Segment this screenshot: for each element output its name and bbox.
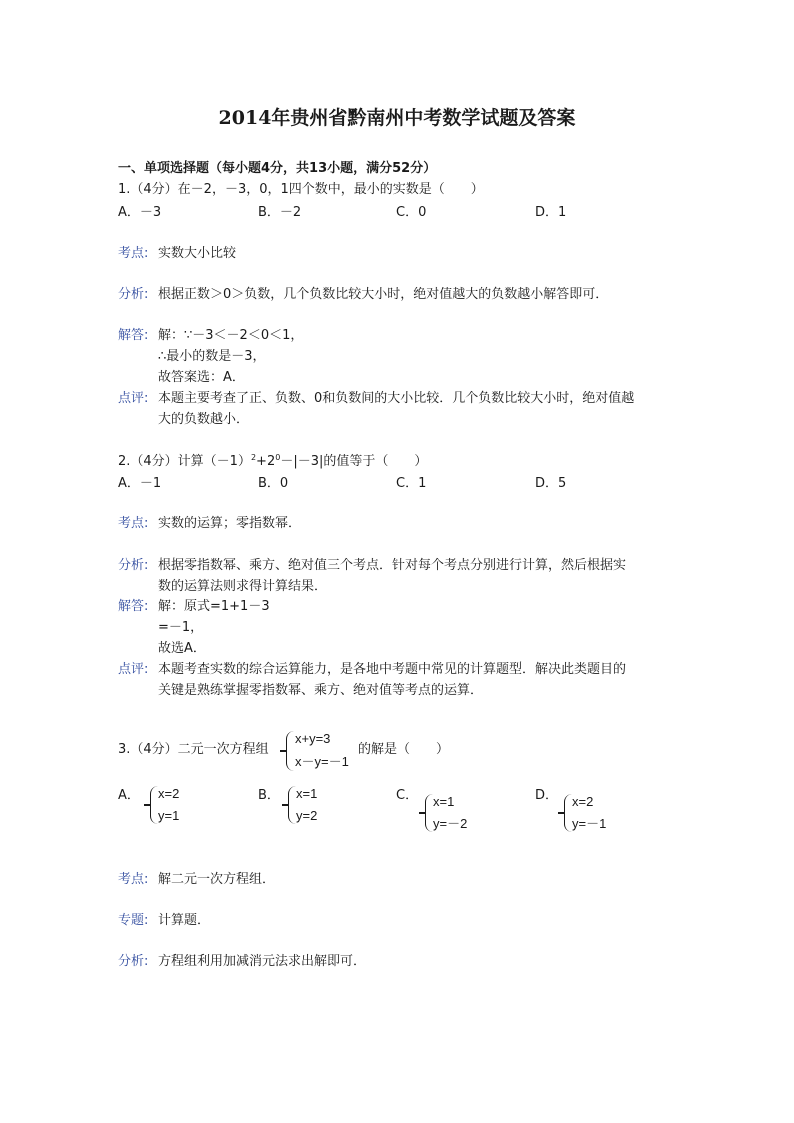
q2-option-a: A．－1: [118, 476, 162, 491]
q1-jieda-line: 解：∵－3＜－2＜0＜1，: [158, 328, 304, 343]
q1-option-d: D．1: [535, 205, 567, 220]
q3-option-c-letter: C．: [396, 788, 419, 803]
q2-jieda-line: 解：原式=1+1－3: [158, 599, 270, 614]
q1-option-b: B．－2: [258, 205, 302, 220]
q3-option-d-letter: D．: [535, 788, 559, 803]
q2-stem-part: +2: [256, 454, 276, 469]
q1-dianping-line: 大的负数越小．: [158, 412, 250, 427]
q3-option-d-x: x=2: [572, 794, 594, 809]
q1-jieda-label: 解答:: [118, 328, 149, 343]
q2-exponent: 2: [250, 453, 257, 462]
q2-option-c: C．1: [396, 476, 427, 491]
q3-system-eq1: x+y=3: [295, 731, 331, 746]
q3-kaodian: 解二元一次方程组．: [158, 872, 276, 887]
q3-fenxi: 方程组利用加减消元法求出解即可．: [158, 954, 367, 969]
page-title: 2014年贵州省黔南州中考数学试题及答案: [218, 107, 576, 129]
q2-fenxi-line: 根据零指数幂、乘方、绝对值三个考点．针对每个考点分别进行计算，然后根据实: [158, 558, 627, 573]
q2-jieda-label: 解答:: [118, 599, 149, 614]
section-heading: 一、单项选择题（每小题4分，共13小题，满分52分）: [118, 161, 437, 176]
q2-option-b: B．0: [258, 476, 289, 491]
q3-zhuanti-label: 专题:: [118, 913, 149, 928]
q3-option-a-letter: A．: [118, 788, 140, 803]
q3-system-eq2: x－y=－1: [295, 754, 349, 769]
q3-option-b-letter: B．: [258, 788, 280, 803]
q2-stem: [118, 454, 427, 470]
q1-fenxi-label: 分析:: [118, 287, 149, 302]
q1-jieda-line: ∴最小的数是－3，: [158, 349, 266, 364]
q3-option-c-x: x=1: [433, 794, 455, 809]
q3-fenxi-label: 分析:: [118, 954, 149, 969]
q1-fenxi: 根据正数＞0＞负数，几个负数比较大小时，绝对值越大的负数越小解答即可．: [158, 287, 609, 302]
q3-option-a-y: y=1: [158, 808, 180, 823]
q1-option-c: C．0: [396, 205, 427, 220]
q2-jieda-line: =－1，: [158, 620, 204, 635]
q2-dianping-label: 点评:: [118, 662, 149, 677]
q3-kaodian-label: 考点:: [118, 872, 149, 887]
q3-stem: 3.（4分）二元一次方程组: [118, 742, 269, 757]
q2-fenxi-label: 分析:: [118, 558, 149, 573]
q1-kaodian: 实数大小比较: [158, 246, 237, 261]
q1-dianping-line: 本题主要考查了正、负数、0和负数间的大小比较．几个负数比较大小时，绝对值越: [158, 391, 635, 406]
q2-stem-part: 2.（4分）计算（－1）: [118, 454, 251, 469]
q2-kaodian-label: 考点:: [118, 516, 149, 531]
q3-option-d-y: y=－1: [572, 816, 607, 831]
q1-stem: 1.（4分）在－2，－3，0，1四个数中，最小的实数是（ ）: [118, 182, 484, 197]
q3-option-b-y: y=2: [296, 808, 318, 823]
q2-jieda-line: 故选A．: [158, 641, 206, 656]
q1-jieda-line: 故答案选：A．: [158, 370, 245, 385]
q2-fenxi-line: 数的运算法则求得计算结果．: [158, 579, 328, 594]
q2-exponent: 0: [275, 453, 281, 462]
q2-stem-part: －|－3|的值等于（ ）: [280, 454, 428, 469]
q1-option-a: A．－3: [118, 205, 162, 220]
q3-option-c-y: y=－2: [433, 816, 468, 831]
q3-zhuanti: 计算题．: [158, 913, 211, 928]
q1-dianping-label: 点评:: [118, 391, 149, 406]
q3-option-a-x: x=2: [158, 786, 180, 801]
q2-dianping-line: 本题考查实数的综合运算能力，是各地中考题中常见的计算题型．解决此类题目的: [158, 662, 627, 677]
q2-dianping-line: 关键是熟练掌握零指数幂、乘方、绝对值等考点的运算．: [158, 683, 484, 698]
q3-system-brace: [286, 731, 295, 771]
q2-kaodian: 实数的运算；零指数幂．: [158, 516, 302, 531]
q2-option-d: D．5: [535, 476, 567, 491]
q3-option-b-x: x=1: [296, 786, 318, 801]
q3-stem-end: 的解是（ ）: [358, 742, 450, 757]
q1-kaodian-label: 考点:: [118, 246, 149, 261]
